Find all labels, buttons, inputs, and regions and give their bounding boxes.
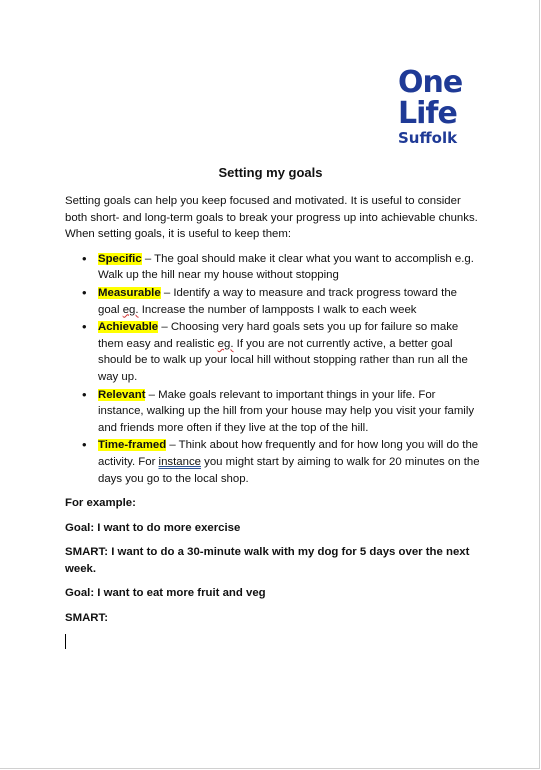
desc-achievable-b: If you are not currently active, a better goal should be to walk up your local hill without stopping rather than run all the way up. [98, 337, 468, 383]
term-specific: Specific [98, 252, 142, 265]
one-life-suffolk-logo [398, 65, 478, 147]
desc-time-framed-a: – Think about how frequently and for how long you will do the activity. For [98, 439, 479, 468]
list-item-time-framed [98, 437, 480, 487]
example-smart-2: SMART: [65, 612, 109, 625]
term-measurable: Measurable [98, 286, 161, 299]
list-item-achievable [98, 319, 480, 385]
list-item-measurable [98, 285, 480, 318]
term-achievable: Achievable [98, 321, 159, 334]
desc-achievable-a: – Choosing very hard goals sets you up for failure so make them easy and realistic [98, 321, 459, 350]
text-cursor [65, 634, 66, 649]
example-goal-1: Goal: I want to do more exercise [65, 521, 241, 534]
term-time-framed: Time-framed [98, 439, 167, 452]
examples-heading: For example: [65, 497, 136, 510]
document-title: Setting my goals [218, 165, 323, 180]
logo-line-1: One [398, 65, 463, 100]
term-relevant: Relevant [98, 388, 146, 401]
spelling-flag[interactable]: eg. [217, 337, 234, 350]
example-smart-1: SMART: I want to do a 30-minute walk with my dog for 5 days over the next week. [65, 546, 470, 575]
grammar-flag[interactable]: instance [158, 455, 201, 468]
document-body[interactable] [65, 193, 480, 627]
example-goal-2: Goal: I want to eat more fruit and veg [65, 587, 266, 600]
desc-measurable-a: – Identify a way to measure and track progress toward the goal [98, 286, 457, 316]
spelling-flag[interactable]: eg. [122, 303, 139, 316]
desc-time-framed-b: you might start by aiming to walk for 20 minutes on the days you go to the local shop. [98, 455, 480, 485]
desc-measurable-b: Increase the number of lampposts I walk to each week [138, 303, 417, 316]
list-item-relevant [98, 387, 480, 437]
desc-relevant: – Make goals relevant to important things in your life. For instance, walking up the hill from your house may help you visit your family and friends more often if they live at the top of the hill. [98, 388, 475, 434]
logo-line-3: Suffolk [398, 129, 458, 147]
logo-line-2: Life [398, 96, 457, 131]
desc-specific: – The goal should make it clear what you want to accomplish e.g. Walk up the hill near my house without stopping [98, 252, 474, 282]
smart-criteria-list [65, 251, 480, 487]
intro-paragraph: Setting goals can help you keep focused and motivated. It is useful to consider both short- and long-term goals to break your progress up into achievable chunks. When setting goals, it is useful to keep them: [65, 195, 478, 241]
list-item-specific [98, 251, 480, 284]
